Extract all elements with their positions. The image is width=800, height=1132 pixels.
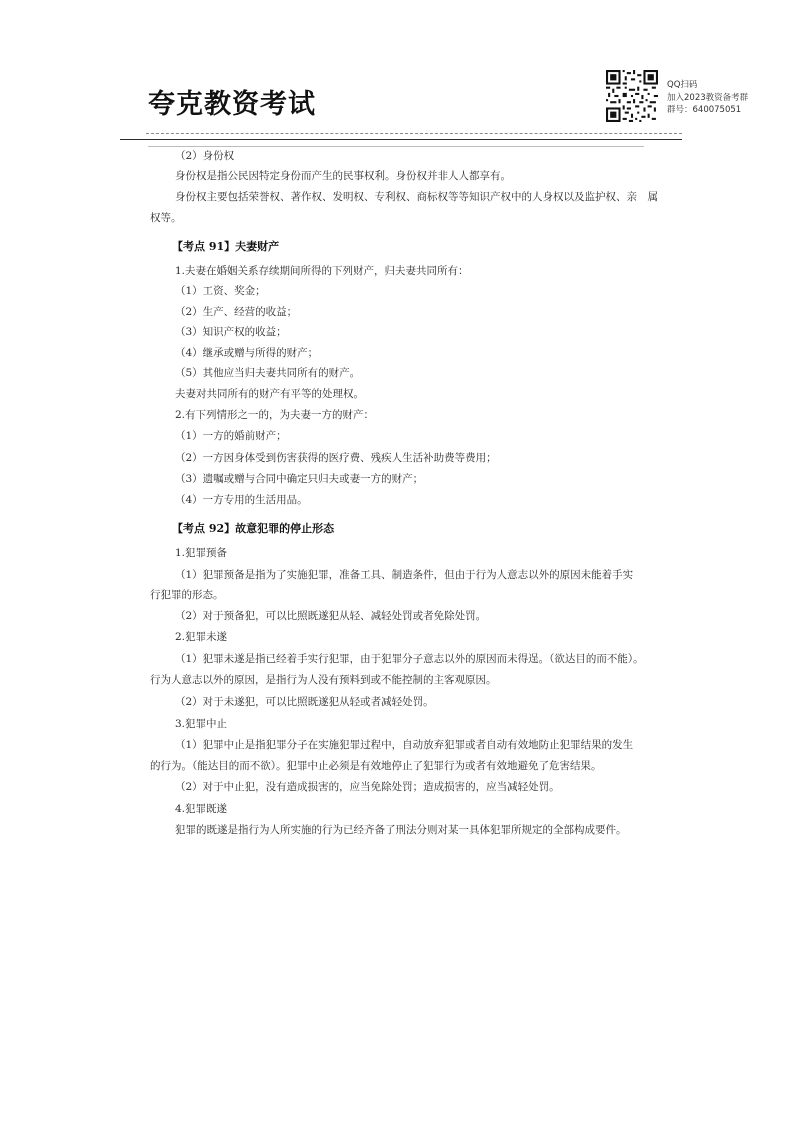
text-line: （4）一方专用的生活用品。 [175,494,308,506]
text-line: （1）犯罪预备是指为了实施犯罪，准备工具、制造条件，但由于行为人意志以外的原因未能着手实 [175,569,634,581]
qr-code-icon [606,70,658,122]
text-line: 2.有下列情形之一的，为夫妻一方的财产： [175,409,375,421]
text-line: （2）对于预备犯，可以比照既遂犯从轻、减轻处罚或者免除处罚。 [175,610,487,622]
text-line: （2）对于中止犯，没有造成损害的，应当免除处罚；造成损害的，应当减轻处罚。 [175,781,560,793]
text-line: （2）身份权 [175,150,235,162]
text-line: 2.犯罪未遂 [175,631,228,643]
content-top-rule [148,146,644,147]
qr-caption-line-1: QQ扫码 [667,80,698,90]
text-line: 夫妻对共同所有的财产有平等的处理权。 [175,388,364,400]
text-line: 4.犯罪既遂 [175,803,228,815]
text-line: 权等。 [150,212,182,224]
text-line: 身份权主要包括荣誉权、著作权、发明权、专利权、商标权等等知识产权中的人身权以及监护权、亲 属 [175,191,658,203]
text-line: 1.夫妻在婚姻关系存续期间所得的下列财产，归夫妻共同所有： [175,265,469,277]
page-header [0,0,800,145]
text-line: 的行为。（能达目的而不欲）。犯罪中止必须是有效地停止了犯罪行为或者有效地避免了危害结果。 [150,760,602,772]
section-heading: 【考点 91】夫妻财产 [172,240,280,253]
brand-logo: 夸克教资考试 [148,89,316,120]
text-line: （5）其他应当归夫妻共同所有的财产。 [175,367,361,379]
text-line: （3）遗嘱或赠与合同中确定只归夫或妻一方的财产； [175,473,424,485]
text-line: （3）知识产权的收益； [175,326,287,338]
text-line: （1）犯罪中止是指犯罪分子在实施犯罪过程中，自动放弃犯罪或者自动有效地防止犯罪结果的发生 [175,739,634,751]
text-line: 行犯罪的形态。 [150,589,224,601]
text-line: （2）对于未遂犯，可以比照既遂犯从轻或者减轻处罚。 [175,696,434,708]
text-line: （2）一方因身体受到伤害获得的医疗费、残疾人生活补助费等费用； [175,452,497,464]
text-line: （1）犯罪未遂是指已经着手实行犯罪，由于犯罪分子意志以外的原因而未得逞。（欲达目的而不能）。 [175,653,644,665]
text-line: 1.犯罪预备 [175,547,228,559]
qr-caption-line-2: 加入2023教资备考群 [667,92,749,103]
header-divider [120,139,682,140]
qr-caption-line-3: 群号：640075051 [667,105,742,115]
text-line: （1）一方的婚前财产； [175,430,287,442]
text-line: （2）生产、经营的收益； [175,306,298,318]
text-line: 行为人意志以外的原因，是指行为人没有预料到或不能控制的主客观原因。 [150,674,497,686]
text-line: （1）工资、奖金； [175,285,266,297]
text-line: 身份权是指公民因特定身份而产生的民事权利。身份权并非人人都享有。 [175,170,511,182]
text-line: （4）继承或赠与所得的财产； [175,347,319,359]
header-dashed-divider [146,133,682,134]
text-line: 3.犯罪中止 [175,718,228,730]
section-heading: 【考点 92】故意犯罪的停止形态 [172,522,335,535]
qr-caption [667,79,748,117]
text-line: 犯罪的既遂是指行为人所实施的行为已经齐备了刑法分则对某一具体犯罪所规定的全部构成要件。 [175,824,627,836]
